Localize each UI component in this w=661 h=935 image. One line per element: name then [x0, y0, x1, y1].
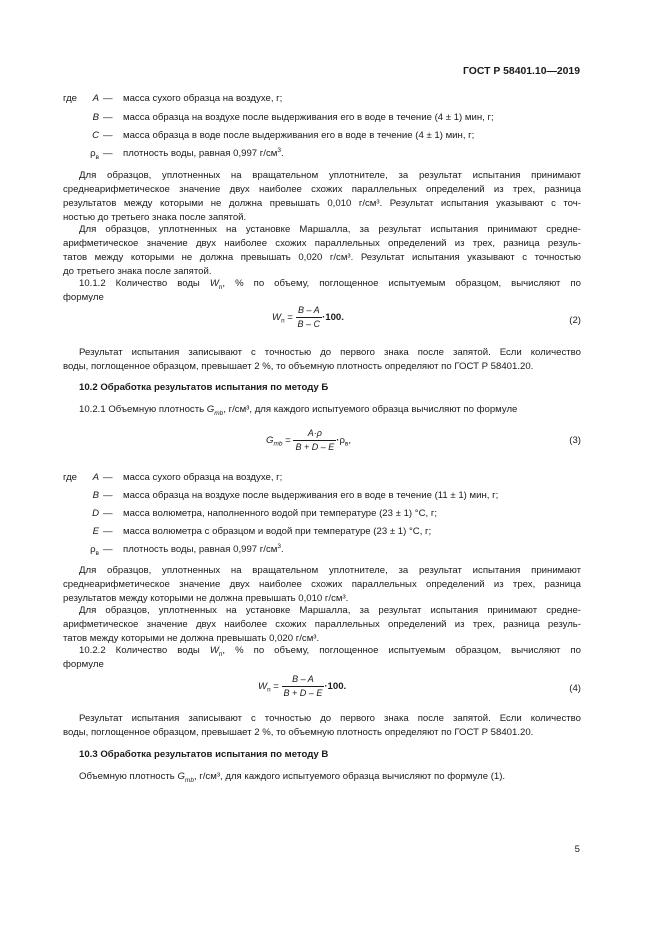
equation-2: $W_п$ = $\frac{B - A}{B - C}$ ·100.	[272, 305, 344, 329]
text-line: арифметическое значение двух наиболее схожих параллельных определений из трех, разница резуль-	[63, 619, 581, 630]
symbol: B	[92, 490, 99, 501]
text-line: Для образцов, уплотненных на установке Маршалла, за результат испытания принимают средне-	[79, 605, 581, 616]
text-line: Для образцов, уплотненных на вращательном уплотнителе, за результат испытания принимают	[79, 565, 581, 576]
dash: —	[103, 526, 113, 537]
paragraph	[63, 224, 581, 280]
where-word: где	[63, 472, 78, 483]
equation-3: $G_{mb}$ = $\frac{A\cdot\rho}{B + D - E}$ $\cdot\rho_в$,	[266, 428, 352, 452]
paragraph	[63, 645, 581, 673]
equation-4: $W_п$ = $\frac{B - A}{B + D - E}$ ·100.	[258, 674, 347, 698]
equation-number: (2)	[569, 315, 581, 326]
paragraph	[63, 605, 581, 647]
dash: —	[103, 130, 113, 141]
text-line: результатов между которыми не должна превышать 0,010 г/см³.	[63, 593, 349, 604]
definition-text: плотность воды, равная 0,997 $г/см^3$.	[123, 146, 284, 159]
text-line: Результат испытания записывают с точностью до первого знака после запятой. Если количество	[79, 347, 581, 358]
text-line: Объемную плотность $G_{mb}$, г/см³, для каждого испытуемого образца вычисляют по формуле (1).	[79, 771, 506, 784]
definition-text: масса сухого образца на воздухе, г;	[123, 472, 283, 483]
paragraph	[63, 404, 581, 418]
dash: —	[103, 490, 113, 501]
definition-text: плотность воды, равная 0,997 $г/см^3$.	[123, 542, 284, 555]
document-code: ГОСТ Р 58401.10—2019	[463, 66, 580, 77]
section-heading: 10.3 Обработка результатов испытания по методу В	[79, 749, 329, 760]
definition-text: масса образца на воздухе после выдерживания его в воде в течение (11 ± 1) мин, г;	[123, 490, 499, 501]
section-heading: 10.2 Обработка результатов испытания по методу Б	[79, 382, 329, 393]
dash: —	[103, 472, 113, 483]
text-line: ностью до третьего знака после запятой.	[63, 212, 247, 223]
fraction: $\frac{A\cdot\rho}{B + D - E}$	[295, 428, 335, 452]
symbol: B	[92, 112, 99, 123]
text-line: Для образцов, уплотненных на установке Маршалла, за результат испытания принимают средне-	[79, 224, 581, 235]
dash: —	[103, 112, 113, 123]
dash: —	[103, 544, 113, 555]
definition-text: масса образца на воздухе после выдерживания его в воде в течение (4 ± 1) мин, г;	[123, 112, 494, 123]
text-line: среднеарифметическое значение двух наиболее схожих параллельных определений из трех, разница	[63, 579, 581, 590]
definition-text: масса образца в воде после выдерживания его в воде в течение (4 ± 1) мин, г;	[123, 130, 475, 141]
paragraph	[63, 170, 581, 226]
definition-text: масса волюметра с образцом и водой при температуре (23 ± 1) °С, г;	[123, 526, 432, 537]
dash: —	[103, 148, 113, 159]
symbol: A	[92, 93, 99, 104]
symbol: C	[92, 130, 99, 141]
text-line: Для образцов, уплотненных на вращательном уплотнителе, за результат испытания принимают	[79, 170, 581, 181]
symbol-rho: $\rho_в$	[90, 148, 99, 161]
text-line: татов между которыми не должна превышать 0,020 г/см³. Результат испытания указывают с точностью	[63, 252, 581, 263]
text-line: 10.1.2 Количество воды $W_п$, % по объему, поглощенное испытуемым образцом, вычисляют по	[79, 278, 581, 291]
dash: —	[103, 93, 113, 104]
where-word: где	[63, 93, 78, 104]
text-line: татов между которыми не должна превышать 0,020 г/см³.	[63, 633, 320, 644]
text-line: среднеарифметическое значение двух наиболее схожих параллельных определений из трех, разница	[63, 184, 581, 195]
text-line: арифметическое значение двух наиболее схожих параллельных определений из трех, разница резуль-	[63, 238, 581, 249]
text-line: формуле	[63, 292, 104, 303]
fraction: $\frac{B - A}{B - C}$	[297, 305, 321, 329]
definition-text: масса волюметра, наполненного водой при температуре (23 ± 1) °С, г;	[123, 508, 438, 519]
dash: —	[103, 508, 113, 519]
paragraph	[63, 713, 581, 741]
text-line: воды, поглощенное образцом, превышает 2 %, то объемную плотность определяют по ГОСТ Р 58401.20.	[63, 727, 534, 738]
paragraph	[63, 278, 581, 306]
definition-text: масса сухого образца на воздухе, г;	[123, 93, 283, 104]
text-line: 10.2.2 Количество воды $W_п$, % по объему, поглощенное испытуемым образцом, вычисляют по	[79, 645, 581, 658]
text-line: воды, поглощенное образцом, превышает 2 %, то объемную плотность определяют по ГОСТ Р 58401.20.	[63, 361, 534, 372]
fraction: $\frac{B - A}{B + D - E}$	[283, 674, 323, 698]
text-line: до третьего знака после запятой.	[63, 266, 212, 277]
equation-number: (4)	[569, 683, 581, 694]
text-line: формуле	[63, 659, 104, 670]
text-line: Результат испытания записывают с точностью до первого знака после запятой. Если количество	[79, 713, 581, 724]
paragraph	[63, 771, 581, 785]
symbol: D	[92, 508, 99, 519]
paragraph	[63, 347, 581, 375]
symbol: A	[92, 472, 99, 483]
symbol: E	[92, 526, 99, 537]
text-line: результатов между которыми не должна превышать 0,010 г/см³. Результат испытания указывают с точ-	[63, 198, 581, 209]
equation-number: (3)	[569, 435, 581, 446]
paragraph	[63, 565, 581, 607]
page-number: 5	[574, 844, 580, 855]
symbol-rho: $\rho_в$	[90, 544, 99, 557]
text-line: 10.2.1 Объемную плотность $G_{mb}$, г/см³, для каждого испытуемого образца вычисляют по формуле	[79, 404, 518, 417]
